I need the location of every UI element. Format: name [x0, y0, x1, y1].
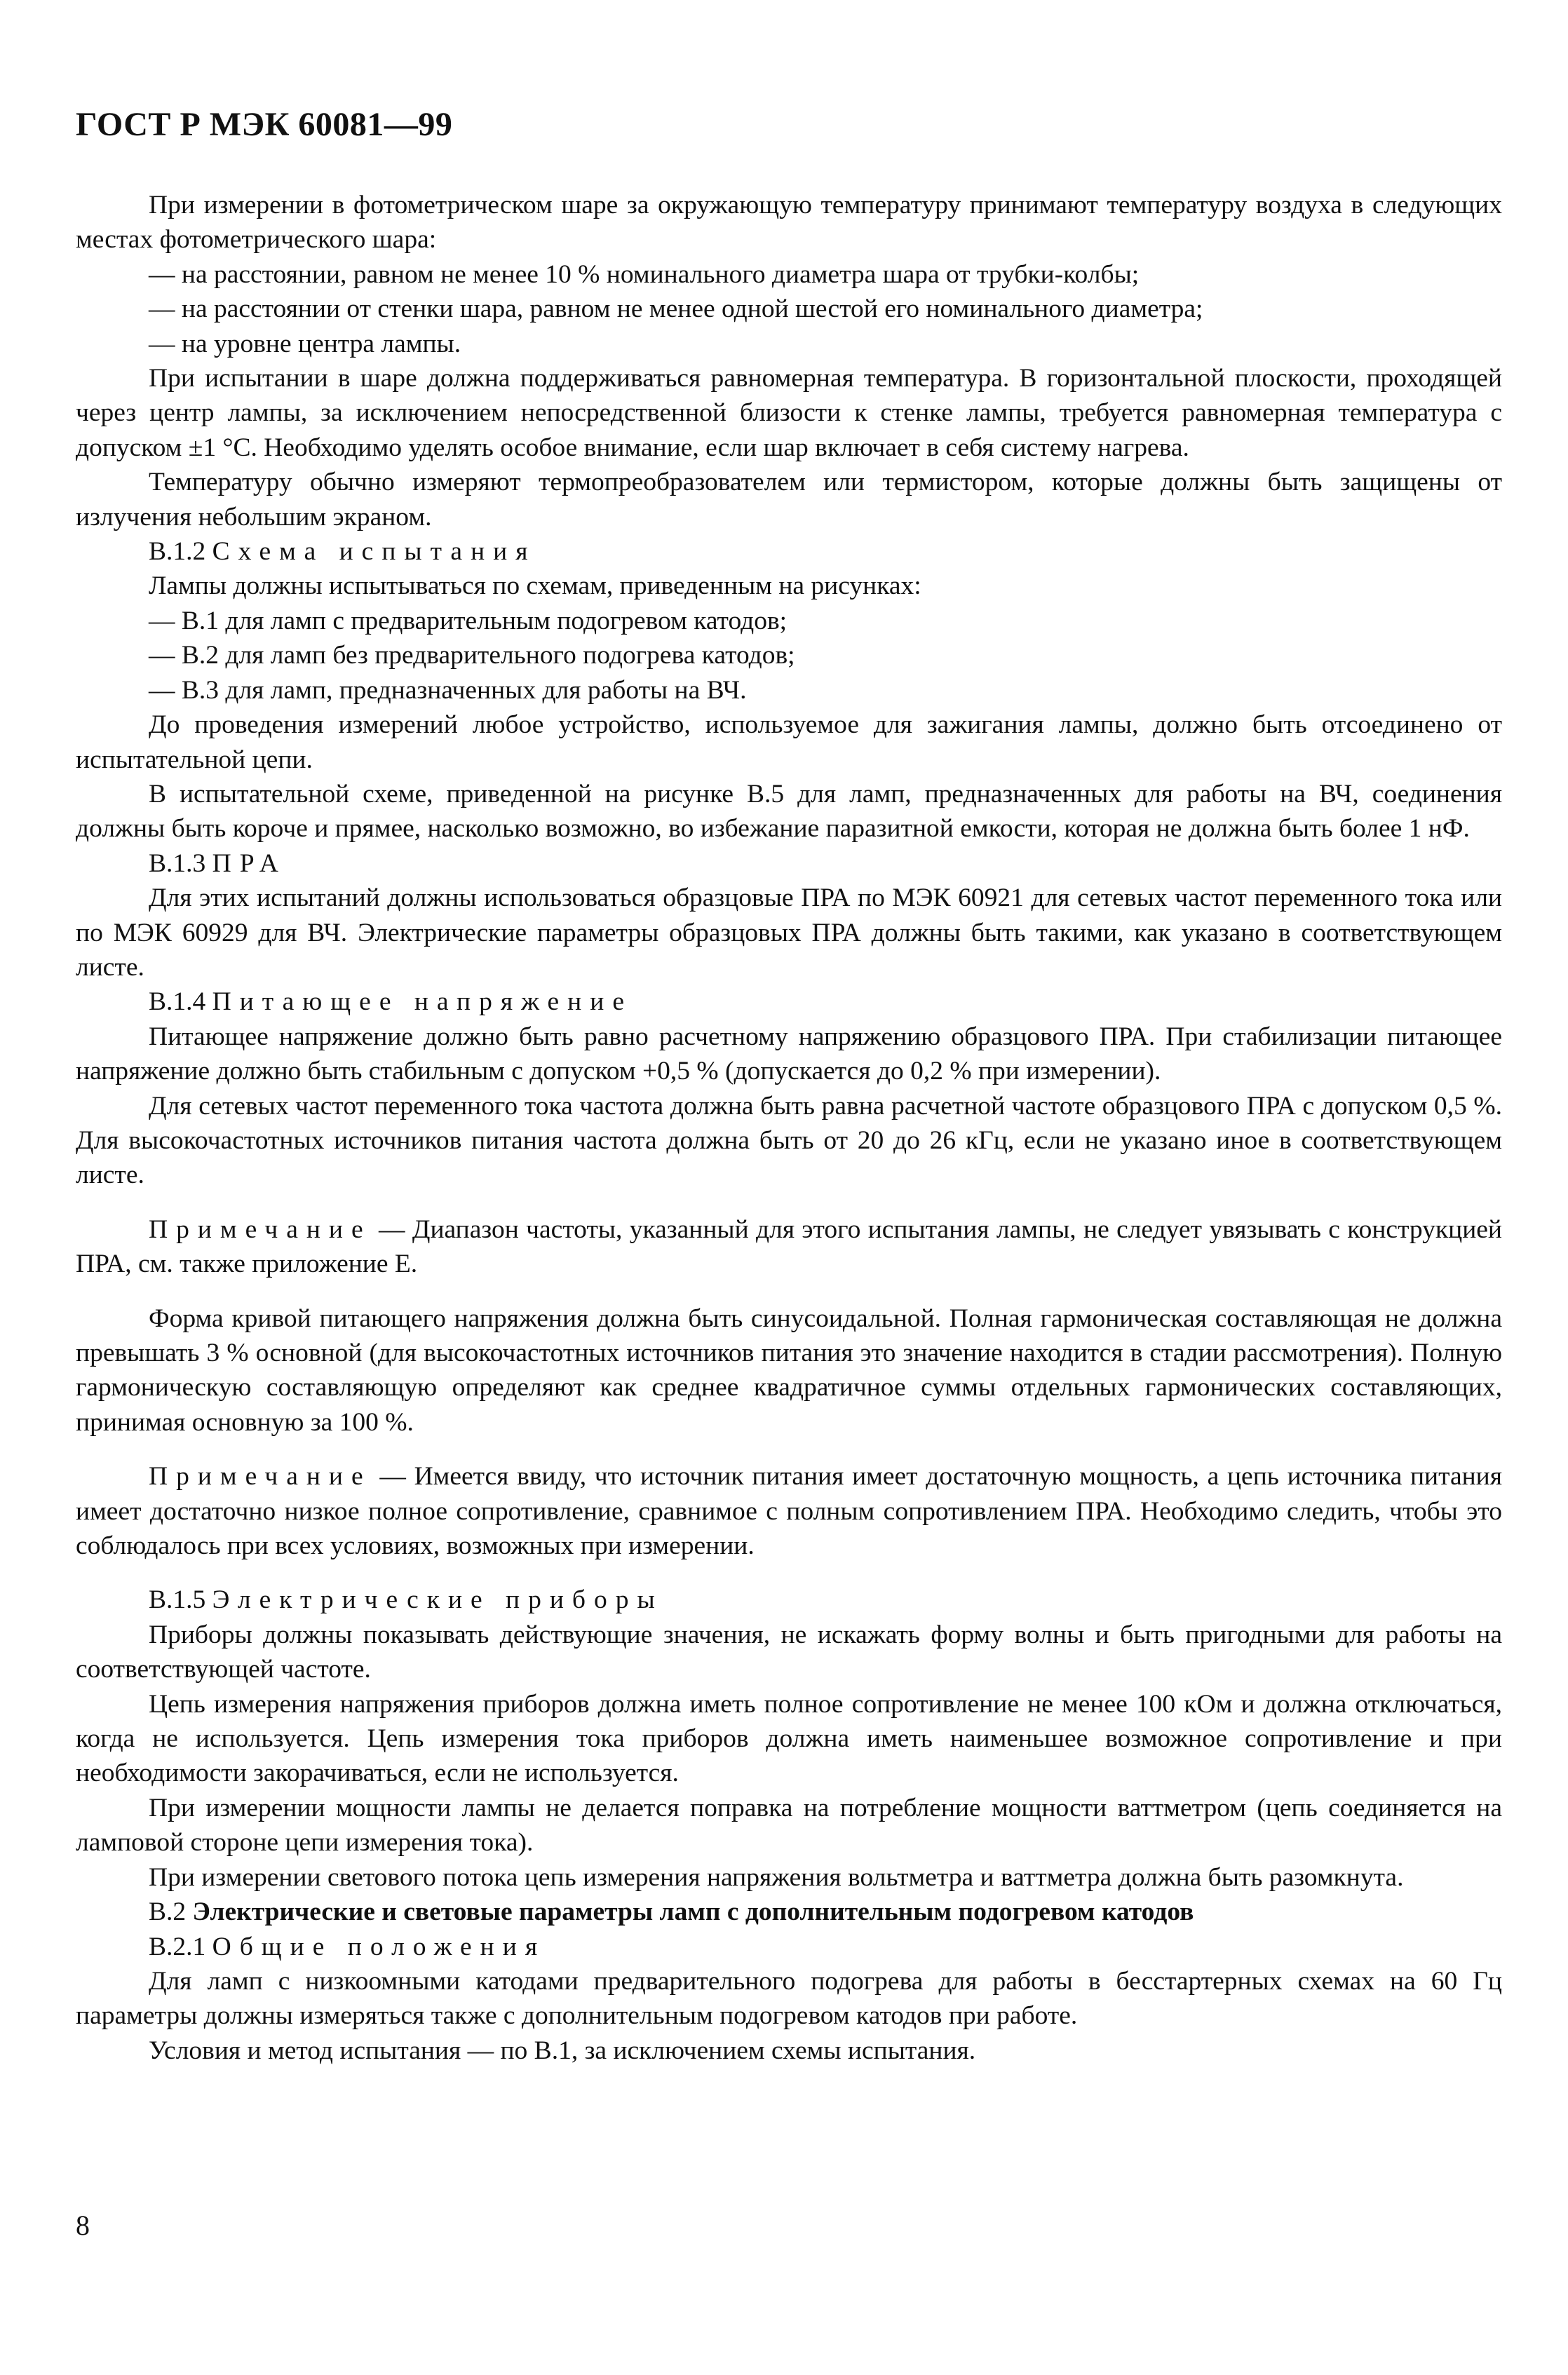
section-number: В.1.3 — [149, 848, 206, 878]
document-body — [76, 188, 1502, 2068]
note-text: — Имеется ввиду, что источник питания имеет достаточную мощность, а цепь источника питания имеет достаточно низкое полное сопротивление, сравнимое с полным сопротивлением ПРА. Необходимо следить, чтобы это соблюдалось при всех условиях, возможных при измерении. — [76, 1462, 1502, 1561]
section-number: В.1.5 — [149, 1585, 206, 1615]
paragraph: При испытании в шаре должна поддерживаться равномерная температура. В горизонтальной плоскости, проходящей через центр лампы, за исключением непосредственной близости к стенке лампы, требуется равномерная температура с допуском ±1 °С. Необходимо уделять особое внимание, если шар включает в себя систему нагрева. — [76, 364, 1502, 462]
paragraph: При измерении мощности лампы не делается поправка на потребление мощности ваттметром (цепь соединяется на ламповой стороне цепи измерения тока). — [76, 1793, 1502, 1858]
list-item: — В.1 для ламп с предварительным подогревом катодов; — [149, 606, 788, 635]
document-code-header: ГОСТ Р МЭК 60081—99 — [76, 106, 453, 143]
section-heading-b2 — [76, 1895, 1502, 1929]
list-item: — В.3 для ламп, предназначенных для работы на ВЧ. — [149, 675, 747, 705]
section-number: В.1.2 — [149, 537, 206, 567]
section-heading-b13 — [76, 846, 1502, 881]
paragraph: Форма кривой питающего напряжения должна быть синусоидальной. Полная гармоническая составляющая не должна превышать 3 % основной (для высокочастотных источников питания это значение находится в стадии рассмотрения). Полную гармоническую составляющую определяют как среднее квадратичное суммы отдельных гармонических составляющих, принимая основную за 100 %. — [76, 1304, 1502, 1437]
section-title: Электрические и световые параметры ламп с дополнительным подогревом катодов — [192, 1897, 1194, 1927]
note-label: Примечание — [149, 1214, 372, 1244]
paragraph: Приборы должны показывать действующие значения, не искажать форму волны и быть пригодными для работы на соответствующей частоте. — [76, 1620, 1502, 1684]
section-number: В.1.4 — [149, 987, 206, 1017]
paragraph: В испытательной схеме, приведенной на рисунке В.5 для ламп, предназначенных для работы на ВЧ, соединения должны быть короче и прямее, насколько возможно, во избежание паразитной емкости, которая не должна быть более 1 нФ. — [76, 779, 1502, 844]
list-item: — на расстоянии, равном не менее 10 % номинального диаметра шара от трубки-колбы; — [149, 259, 1140, 289]
paragraph: Для ламп с низкоомными катодами предварительного подогрева для работы в бесстартерных схемах на 60 Гц параметры должны измеряться также с дополнительным подогревом катодов при работе. — [76, 1966, 1502, 2031]
section-title: Общие положения — [212, 1932, 546, 1961]
list-item: — на расстоянии от стенки шара, равном не менее одной шестой его номинального диаметра; — [149, 295, 1203, 324]
note — [76, 1212, 1502, 1282]
section-number: В.2 — [149, 1897, 187, 1927]
section-title: Электрические приборы — [212, 1585, 663, 1615]
section-title: Схема испытания — [212, 537, 536, 567]
paragraph: Температуру обычно измеряют термопреобразователем или термистором, которые должны быть защищены от излучения небольшим экраном. — [76, 468, 1502, 532]
paragraph: Питающее напряжение должно быть равно расчетному напряжению образцового ПРА. При стабилизации питающее напряжение должно быть стабильным с допуском +0,5 % (допускается до 0,2 % при измерении). — [76, 1022, 1502, 1086]
page-number: 8 — [76, 2210, 90, 2241]
note — [76, 1459, 1502, 1563]
paragraph: Для сетевых частот переменного тока частота должна быть равна расчетной частоте образцового ПРА с допуском 0,5 %. Для высокочастотных источников питания частота должна быть от 20 до 26 кГц, если не указано иное в соответствующем листе. — [76, 1091, 1502, 1190]
section-heading-b12 — [76, 534, 1502, 569]
section-title: ПРА — [212, 848, 287, 878]
section-heading-b21 — [76, 1930, 1502, 1964]
paragraph: До проведения измерений любое устройство, используемое для зажигания лампы, должно быть отсоединено от испытательной цепи. — [76, 710, 1502, 774]
list-item: — на уровне центра лампы. — [149, 329, 461, 358]
paragraph: Условия и метод испытания — по В.1, за исключением схемы испытания. — [149, 2036, 976, 2065]
section-heading-b15 — [76, 1583, 1502, 1617]
paragraph: Цепь измерения напряжения приборов должна иметь полное сопротивление не менее 100 кОм и должна отключаться, когда не используется. Цепь измерения тока приборов должна иметь наименьшее возможное сопротивление и при необходимости закорачиваться, если не используется. — [76, 1689, 1502, 1788]
section-heading-b14 — [76, 984, 1502, 1019]
paragraph: При измерении в фотометрическом шаре за окружающую температуру принимают температуру воздуха в следующих местах фотометрического шара: — [76, 191, 1502, 255]
paragraph: Лампы должны испытываться по схемам, приведенным на рисунках: — [149, 571, 921, 601]
section-number: В.2.1 — [149, 1932, 206, 1961]
section-title: Питающее напряжение — [212, 987, 633, 1017]
note-text: — Диапазон частоты, указанный для этого испытания лампы, не следует увязывать с конструкцией ПРА, см. также приложение Е. — [76, 1214, 1502, 1279]
paragraph: Для этих испытаний должны использоваться образцовые ПРА по МЭК 60921 для сетевых частот переменного тока или по МЭК 60929 для ВЧ. Электрические параметры образцовых ПРА должны быть такими, как указано в соответствующем листе. — [76, 884, 1502, 982]
note-label: Примечание — [149, 1462, 372, 1491]
list-item: — В.2 для ламп без предварительного подогрева катодов; — [149, 641, 795, 670]
paragraph: При измерении светового потока цепь измерения напряжения вольтметра и ваттметра должна быть разомкнута. — [149, 1862, 1404, 1892]
